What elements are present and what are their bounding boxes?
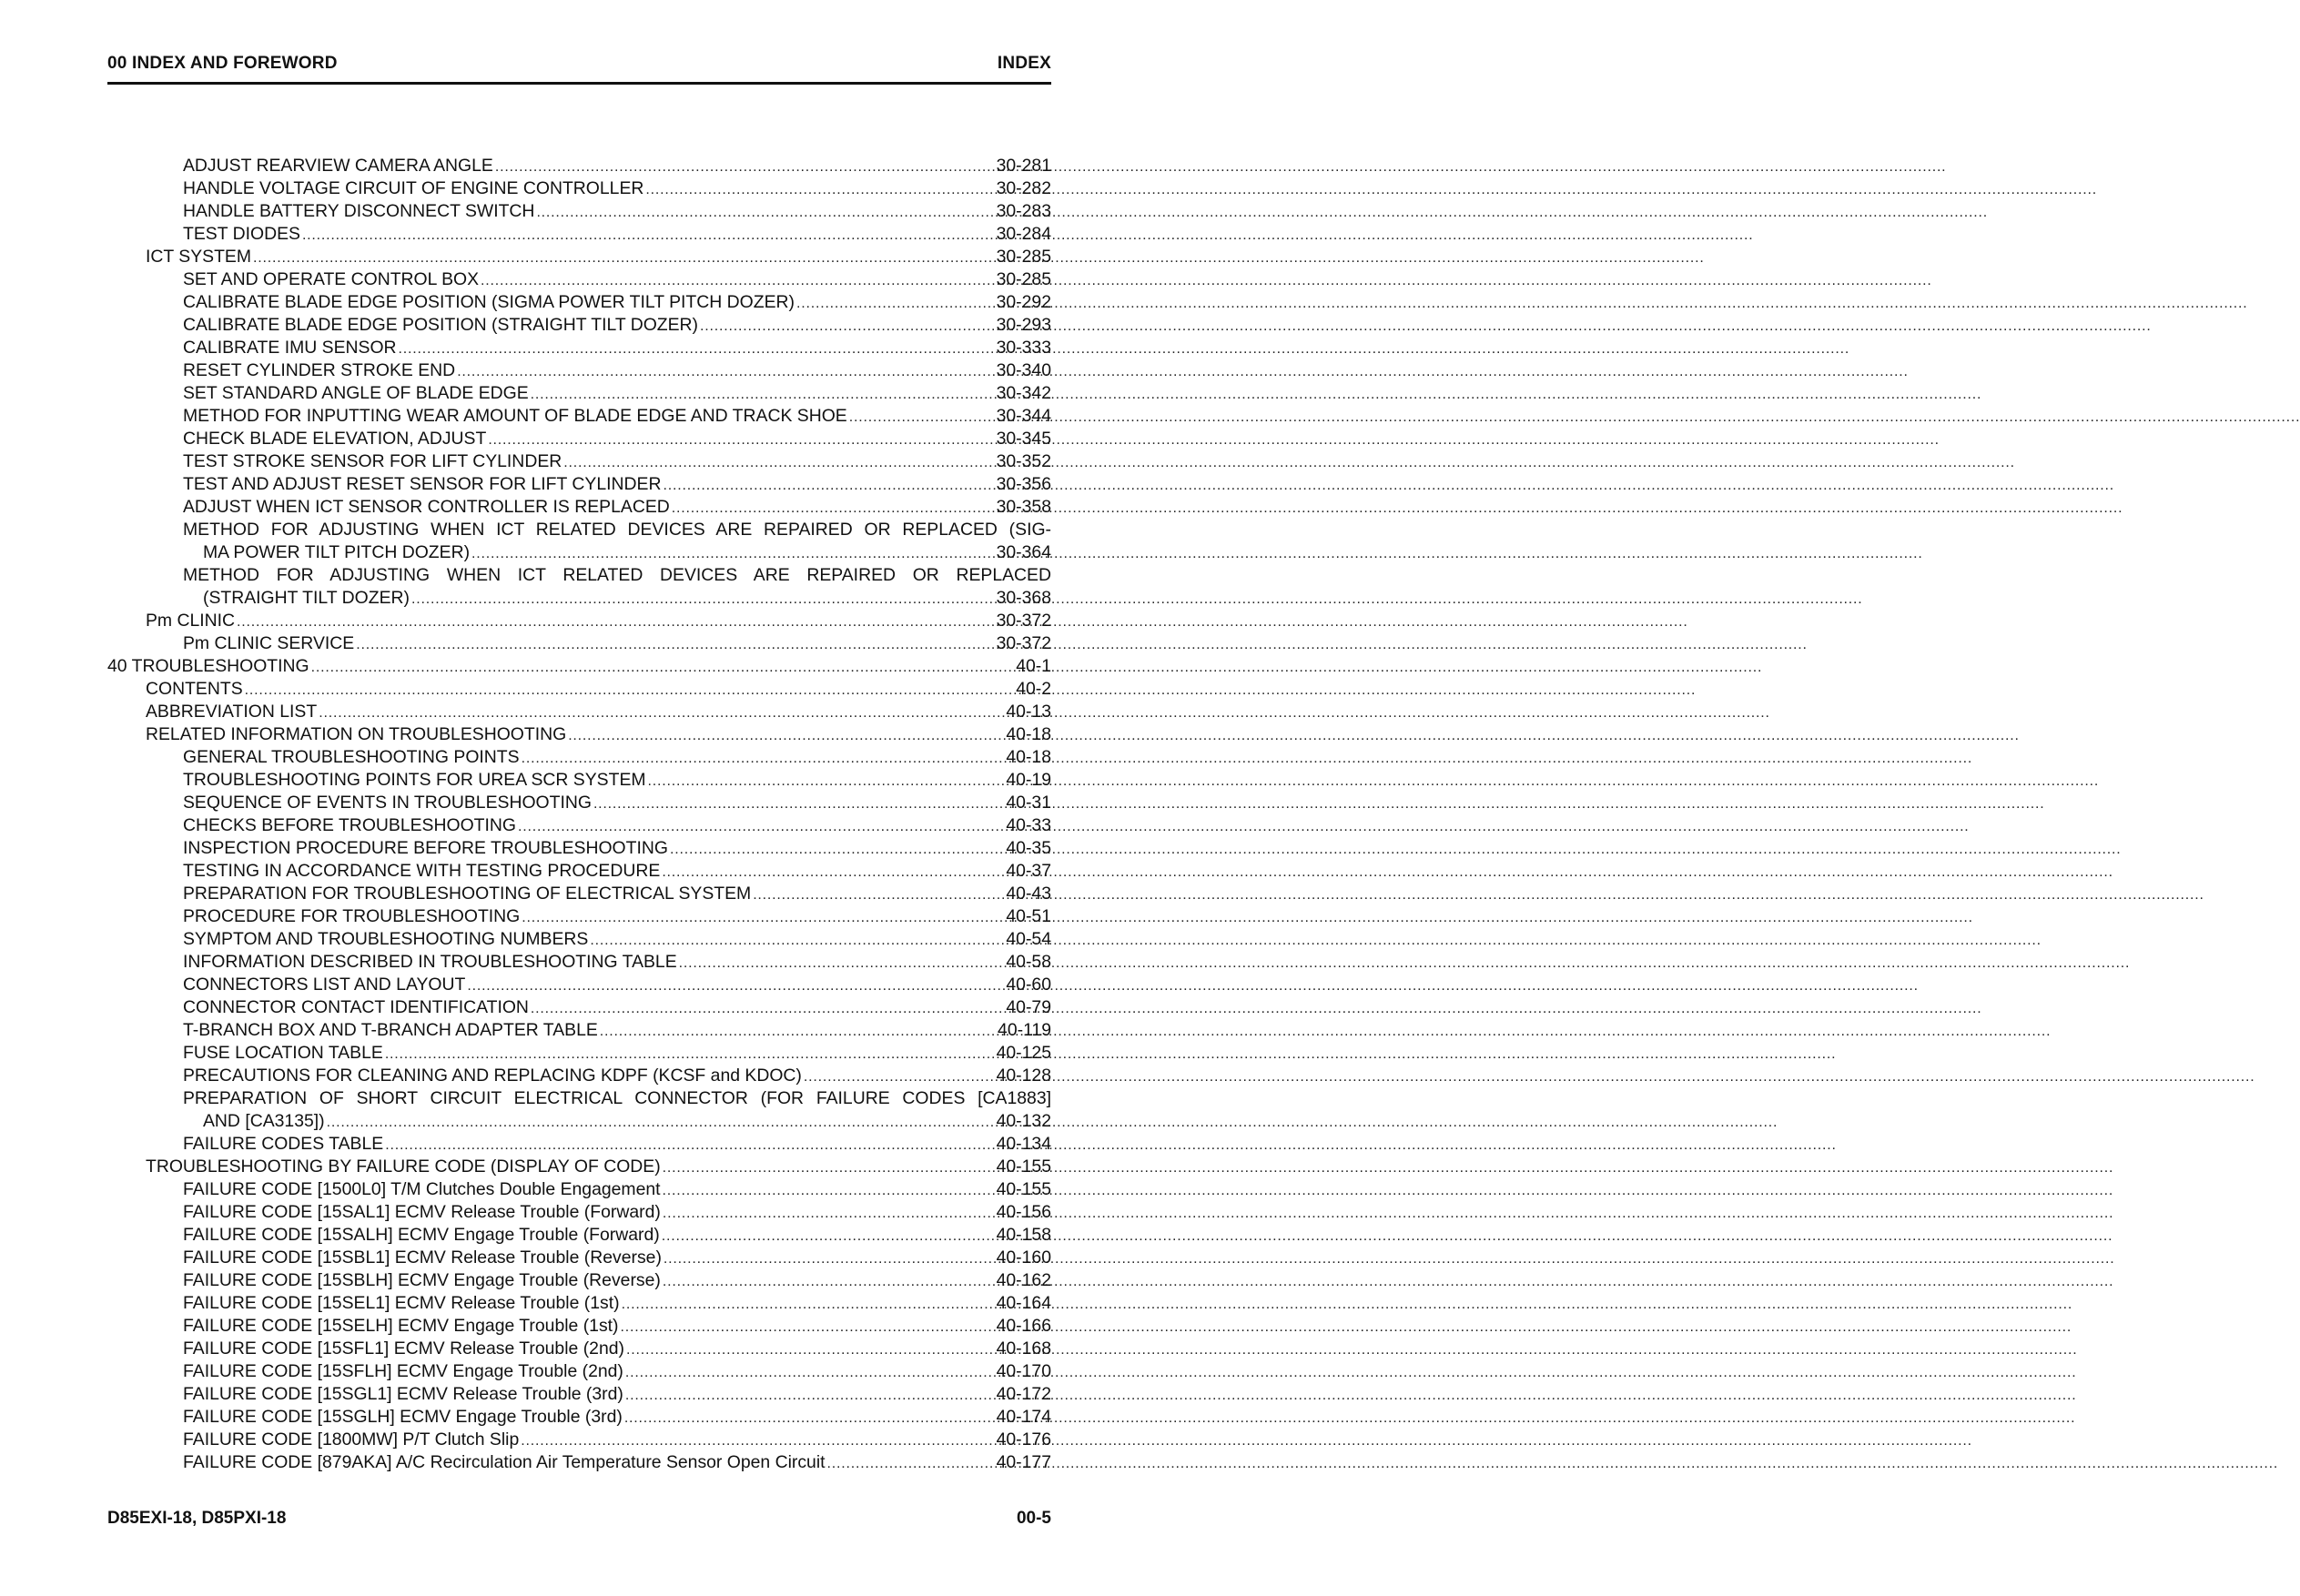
toc-entry[interactable]	[107, 246, 1051, 268]
toc-entry-page: 40-160	[996, 1248, 1051, 1268]
page-footer	[107, 1509, 1051, 1529]
toc-entry[interactable]	[107, 1338, 1051, 1360]
leader-dots	[590, 928, 1004, 952]
leader-dots	[522, 746, 1005, 770]
leader-dots	[471, 541, 995, 565]
toc-entry-title: CHECKS BEFORE TROUBLESHOOTING	[183, 815, 516, 835]
leader-dots	[663, 1178, 995, 1202]
toc-entry[interactable]	[107, 314, 1051, 337]
toc-entry-title: HANDLE VOLTAGE CIRCUIT OF ENGINE CONTROLLER	[183, 178, 644, 198]
toc-entry-title: RESET CYLINDER STROKE END	[183, 360, 456, 380]
toc-entry[interactable]	[107, 155, 1051, 177]
toc-entry-title: FAILURE CODE [15SBL1] ECMV Release Trouble (Reverse)	[183, 1248, 662, 1268]
leader-dots	[664, 1247, 995, 1270]
toc-entry-title: INFORMATION DESCRIBED IN TROUBLESHOOTING TABLE	[183, 952, 677, 972]
leader-dots	[531, 996, 1004, 1020]
leader-dots	[568, 723, 1004, 747]
toc-entry-title: FAILURE CODE [1500L0] T/M Clutches Double Engagement	[183, 1179, 661, 1199]
toc-entry[interactable]	[107, 928, 1051, 951]
toc-entry-page: 30-333	[996, 338, 1051, 358]
toc-entry-title: ADJUST REARVIEW CAMERA ANGLE	[183, 156, 493, 176]
leader-dots	[253, 246, 995, 269]
toc-entry[interactable]	[107, 1156, 1051, 1178]
toc-entry[interactable]	[107, 405, 1051, 428]
toc-entry[interactable]	[107, 200, 1051, 223]
leader-dots	[522, 905, 1004, 929]
toc-entry-title: CHECK BLADE ELEVATION, ADJUST	[183, 429, 487, 449]
leader-dots	[411, 587, 995, 611]
toc-entry-title: ABBREVIATION LIST	[146, 702, 318, 722]
toc-entry-title: CONNECTOR CONTACT IDENTIFICATION	[183, 997, 529, 1017]
toc-entry-page: 40-33	[1006, 815, 1051, 835]
toc-entry-title: FUSE LOCATION TABLE	[183, 1043, 383, 1063]
toc-entry-title-line1[interactable]: METHOD FOR ADJUSTING WHEN ICT RELATED DEVICES ARE REPAIRED OR REPLACED	[183, 565, 1051, 585]
toc-entry-title: TROUBLESHOOTING BY FAILURE CODE (DISPLAY OF CODE)	[146, 1157, 661, 1177]
leader-dots	[849, 405, 995, 429]
leader-dots	[600, 1019, 996, 1043]
toc-entry-page: 40-170	[996, 1361, 1051, 1381]
toc-entry[interactable]	[107, 382, 1051, 405]
leader-dots	[662, 1224, 995, 1248]
toc-entry-page: 40-58	[1006, 952, 1051, 972]
toc-entry-title: T-BRANCH BOX AND T-BRANCH ADAPTER TABLE	[183, 1020, 598, 1040]
toc-entry-title: ICT SYSTEM	[146, 247, 252, 267]
toc-entry-title: FAILURE CODE [15SGL1] ECMV Release Trouble (3rd)	[183, 1384, 623, 1404]
toc-entry[interactable]	[107, 746, 1051, 769]
leader-dots	[536, 200, 994, 224]
toc-entry-page: 40-51	[1006, 906, 1051, 926]
toc-entry-title-line1[interactable]: PREPARATION OF SHORT CIRCUIT ELECTRICAL CONNECTOR (FOR FAILURE CODES [CA1883]	[183, 1088, 1051, 1108]
toc-entry[interactable]	[107, 428, 1051, 450]
toc-entry-page: 40-79	[1006, 997, 1051, 1017]
toc-entry-page: 30-281	[996, 156, 1051, 176]
toc-entry[interactable]	[107, 268, 1051, 291]
toc-entry-page: 40-31	[1006, 793, 1051, 813]
toc-entry-title: FAILURE CODE [15SGLH] ECMV Engage Trouble (3rd)	[183, 1407, 623, 1427]
toc-entry-title: FAILURE CODE [15SBLH] ECMV Engage Trouble (Reverse)	[183, 1270, 661, 1290]
leader-dots	[488, 428, 994, 451]
leader-dots	[753, 883, 1004, 906]
toc-entry-title: FAILURE CODE [15SEL1] ECMV Release Trouble (1st)	[183, 1293, 620, 1313]
toc-entry-title: HANDLE BATTERY DISCONNECT SWITCH	[183, 201, 535, 221]
toc-entry-page: 40-54	[1006, 929, 1051, 949]
leader-dots	[385, 1133, 994, 1157]
leader-dots	[663, 1269, 995, 1293]
toc-entry-page: 30-285	[996, 269, 1051, 289]
toc-entry-title: FAILURE CODE [15SAL1] ECMV Release Trouble (Forward)	[183, 1202, 661, 1222]
toc-entry-title: TESTING IN ACCORDANCE WITH TESTING PROCEDURE	[183, 861, 661, 881]
toc-entry-title: TEST AND ADJUST RESET SENSOR FOR LIFT CYLINDER	[183, 474, 662, 494]
leader-dots	[518, 814, 1004, 838]
toc-entry-page: 40-155	[996, 1157, 1051, 1177]
toc-entry[interactable]	[107, 996, 1051, 1019]
leader-dots	[679, 951, 1005, 975]
toc-entry-title: CONTENTS	[146, 679, 243, 699]
leader-dots	[399, 337, 995, 360]
toc-entry-page: 40-13	[1006, 702, 1051, 722]
toc-entry-title: CALIBRATE IMU SENSOR	[183, 338, 397, 358]
toc-entry-page: 40-168	[996, 1338, 1051, 1359]
toc-entry-title: FAILURE CODE [15SFL1] ECMV Release Trouble (2nd)	[183, 1338, 624, 1359]
toc-entry[interactable]	[107, 905, 1051, 928]
toc-entry-page: 30-372	[996, 633, 1051, 653]
toc-entry[interactable]	[107, 1019, 1051, 1042]
leader-dots	[319, 701, 1004, 724]
toc-entry-title: CALIBRATE BLADE EDGE POSITION (SIGMA POWER TILT PITCH DOZER)	[183, 292, 795, 312]
toc-entry-page: 40-2	[1016, 679, 1051, 699]
toc-entry-title: SYMPTOM AND TROUBLESHOOTING NUMBERS	[183, 929, 589, 949]
leader-dots	[481, 268, 995, 292]
toc-entry-page: 30-293	[996, 315, 1051, 335]
leader-dots	[311, 655, 1015, 679]
toc-entry-page: 30-356	[996, 474, 1051, 494]
toc-entry-title: SEQUENCE OF EVENTS IN TROUBLESHOOTING	[183, 793, 592, 813]
toc-entry-page: 40-37	[1006, 861, 1051, 881]
toc-entry-page: 40-60	[1006, 975, 1051, 995]
toc-entry-page: 30-345	[996, 429, 1051, 449]
leader-dots	[804, 1065, 995, 1088]
toc-entry-page: 40-125	[996, 1043, 1051, 1063]
toc-entry-page: 40-1	[1016, 656, 1051, 676]
toc-entry[interactable]	[107, 883, 1051, 905]
toc-entry-page: 40-18	[1006, 724, 1051, 744]
toc-entry[interactable]	[107, 1133, 1051, 1156]
toc-entry-page: 30-368	[996, 588, 1051, 608]
toc-entry-title: TEST DIODES	[183, 224, 300, 244]
toc-entry[interactable]	[107, 450, 1051, 473]
toc-entry-page: 40-43	[1006, 884, 1051, 904]
toc-entry-page: 40-128	[996, 1066, 1051, 1086]
toc-entry-title: PROCEDURE FOR TROUBLESHOOTING	[183, 906, 521, 926]
footer-page-number: 00-5	[1016, 1509, 1051, 1528]
toc-entry[interactable]	[107, 1224, 1051, 1247]
toc-entry-page: 30-352	[996, 451, 1051, 471]
toc-entry-title: CONNECTORS LIST AND LAYOUT	[183, 975, 466, 995]
leader-dots	[624, 1406, 995, 1429]
toc-entry[interactable]	[107, 496, 1051, 519]
toc-entry-title: SET STANDARD ANGLE OF BLADE EDGE	[183, 383, 529, 403]
leader-dots	[245, 678, 1015, 702]
leader-dots	[663, 1201, 995, 1225]
footer-model-numbers: D85EXI-18, D85PXI-18	[107, 1509, 287, 1528]
toc-entry[interactable]	[107, 632, 1051, 655]
page-header	[107, 51, 1051, 85]
toc-entry-title: FAILURE CODE [15SELH] ECMV Engage Trouble (1st)	[183, 1316, 619, 1336]
toc-entry-title: 40 TROUBLESHOOTING	[107, 656, 309, 676]
toc-entry-title: FAILURE CODE [15SFLH] ECMV Engage Trouble (2nd)	[183, 1361, 623, 1381]
leader-dots	[457, 359, 994, 383]
leader-dots	[563, 450, 994, 474]
toc-entry-page: 40-177	[996, 1452, 1051, 1472]
toc-entry-page: 30-344	[996, 406, 1051, 426]
toc-entry-page: 40-156	[996, 1202, 1051, 1222]
table-of-contents	[107, 155, 1051, 1474]
leader-dots	[237, 610, 995, 633]
toc-entry-page: 40-18	[1006, 747, 1051, 767]
toc-entry[interactable]	[107, 701, 1051, 723]
leader-dots	[593, 792, 1004, 815]
leader-dots	[663, 1156, 995, 1179]
toc-entry-title-line1[interactable]: METHOD FOR ADJUSTING WHEN ICT RELATED DEVICES ARE REPAIRED OR REPLACED (SIG-	[183, 520, 1051, 540]
toc-entry-page: 40-172	[996, 1384, 1051, 1404]
leader-dots	[827, 1451, 995, 1475]
toc-entry[interactable]	[107, 951, 1051, 974]
toc-entry-title: PREPARATION FOR TROUBLESHOOTING OF ELECTRICAL SYSTEM	[183, 884, 752, 904]
toc-entry-page: 30-283	[996, 201, 1051, 221]
toc-entry[interactable]	[107, 769, 1051, 792]
leader-dots	[663, 473, 994, 497]
leader-dots	[626, 1338, 995, 1361]
leader-dots	[625, 1383, 995, 1407]
toc-entry-page: 40-119	[998, 1020, 1051, 1040]
toc-entry-title: Pm CLINIC SERVICE	[183, 633, 355, 653]
toc-entry-page: 30-372	[996, 611, 1051, 631]
toc-entry[interactable]	[107, 1201, 1051, 1224]
toc-entry[interactable]	[107, 291, 1051, 314]
toc-entry-page: 40-134	[996, 1134, 1051, 1154]
toc-entry-title: CALIBRATE BLADE EDGE POSITION (STRAIGHT TILT DOZER)	[183, 315, 699, 335]
toc-entry-page: 40-176	[996, 1429, 1051, 1450]
toc-entry[interactable]	[107, 723, 1051, 746]
toc-entry-page: 40-132	[996, 1111, 1051, 1131]
toc-entry[interactable]	[107, 473, 1051, 496]
header-index-label: INDEX	[997, 54, 1051, 73]
leader-dots	[521, 1429, 994, 1452]
toc-entry-title: TEST STROKE SENSOR FOR LIFT CYLINDER	[183, 451, 562, 471]
toc-entry-title: Pm CLINIC	[146, 611, 236, 631]
toc-entry-page: 40-35	[1006, 838, 1051, 858]
toc-entry[interactable]	[107, 1042, 1051, 1065]
toc-entry-title: INSPECTION PROCEDURE BEFORE TROUBLESHOOTING	[183, 838, 668, 858]
toc-entry[interactable]	[107, 1429, 1051, 1451]
toc-entry[interactable]	[107, 541, 1051, 564]
toc-entry[interactable]	[107, 223, 1051, 246]
toc-entry[interactable]	[107, 1178, 1051, 1201]
toc-entry-page: 30-282	[996, 178, 1051, 198]
toc-entry-page: 40-162	[996, 1270, 1051, 1290]
toc-entry-title-cont: AND [CA3135])	[203, 1111, 325, 1131]
toc-entry-title: FAILURE CODE [879AKA] A/C Recirculation Air Temperature Sensor Open Circuit	[183, 1452, 826, 1472]
toc-entry[interactable]	[107, 1269, 1051, 1292]
toc-entry[interactable]	[107, 359, 1051, 382]
toc-entry[interactable]	[107, 1065, 1051, 1087]
toc-entry-page: 30-292	[996, 292, 1051, 312]
leader-dots	[327, 1110, 995, 1134]
leader-dots	[645, 177, 994, 201]
toc-entry-page: 40-166	[996, 1316, 1051, 1336]
toc-entry-page: 40-155	[996, 1179, 1051, 1199]
leader-dots	[621, 1315, 995, 1338]
toc-entry[interactable]	[107, 610, 1051, 632]
leader-dots	[622, 1292, 995, 1316]
leader-dots	[467, 974, 1004, 997]
toc-entry[interactable]	[107, 1451, 1051, 1474]
toc-entry-page: 30-364	[996, 542, 1051, 562]
leader-dots	[662, 860, 1004, 884]
toc-entry[interactable]	[107, 1110, 1051, 1133]
header-section-title: 00 INDEX AND FOREWORD	[107, 54, 338, 73]
toc-entry[interactable]	[107, 837, 1051, 860]
toc-entry-page: 40-158	[996, 1225, 1051, 1245]
leader-dots	[625, 1360, 995, 1384]
toc-entry[interactable]	[107, 587, 1051, 610]
toc-entry[interactable]	[107, 792, 1051, 814]
toc-entry-title-cont: MA POWER TILT PITCH DOZER)	[203, 542, 471, 562]
toc-entry[interactable]	[107, 1406, 1051, 1429]
toc-entry[interactable]	[107, 860, 1051, 883]
toc-entry-title: SET AND OPERATE CONTROL BOX	[183, 269, 480, 289]
toc-entry-title: TROUBLESHOOTING POINTS FOR UREA SCR SYSTEM	[183, 770, 646, 790]
toc-entry-title: FAILURE CODE [15SALH] ECMV Engage Trouble (Forward)	[183, 1225, 660, 1245]
leader-dots	[356, 632, 994, 656]
toc-entry-title: METHOD FOR INPUTTING WEAR AMOUNT OF BLADE EDGE AND TRACK SHOE	[183, 406, 847, 426]
leader-dots	[796, 291, 995, 315]
toc-entry-page: 40-19	[1006, 770, 1051, 790]
toc-entry-page: 40-164	[996, 1293, 1051, 1313]
toc-entry-title-cont: (STRAIGHT TILT DOZER)	[203, 588, 410, 608]
toc-entry[interactable]	[107, 1247, 1051, 1269]
toc-entry[interactable]	[107, 1315, 1051, 1338]
leader-dots	[531, 382, 995, 406]
toc-entry-page: 30-358	[996, 497, 1051, 517]
leader-dots	[495, 155, 995, 178]
toc-entry-title: FAILURE CODES TABLE	[183, 1134, 384, 1154]
toc-entry[interactable]	[107, 1383, 1051, 1406]
leader-dots	[648, 769, 1005, 793]
leader-dots	[302, 223, 995, 247]
toc-entry[interactable]	[107, 655, 1051, 678]
leader-dots	[700, 314, 995, 338]
toc-entry-title: FAILURE CODE [1800MW] P/T Clutch Slip	[183, 1429, 520, 1450]
toc-entry-title: RELATED INFORMATION ON TROUBLESHOOTING	[146, 724, 567, 744]
toc-entry-title: PRECAUTIONS FOR CLEANING AND REPLACING KDPF (KCSF and KDOC)	[183, 1066, 802, 1086]
toc-entry[interactable]	[107, 1292, 1051, 1315]
toc-entry[interactable]	[107, 337, 1051, 359]
toc-entry-title: ADJUST WHEN ICT SENSOR CONTROLLER IS REPLACED	[183, 497, 670, 517]
toc-entry[interactable]	[107, 1360, 1051, 1383]
toc-entry-title: GENERAL TROUBLESHOOTING POINTS	[183, 747, 520, 767]
leader-dots	[672, 496, 995, 520]
toc-entry-page: 30-340	[996, 360, 1051, 380]
toc-entry-page: 30-342	[996, 383, 1051, 403]
toc-entry[interactable]	[107, 177, 1051, 200]
toc-entry-page: 40-174	[996, 1407, 1051, 1427]
leader-dots	[385, 1042, 995, 1066]
leader-dots	[670, 837, 1004, 861]
toc-entry[interactable]	[107, 678, 1051, 701]
toc-entry-page: 30-285	[996, 247, 1051, 267]
toc-entry-page: 30-284	[996, 224, 1051, 244]
toc-entry[interactable]	[107, 814, 1051, 837]
toc-entry[interactable]	[107, 974, 1051, 996]
